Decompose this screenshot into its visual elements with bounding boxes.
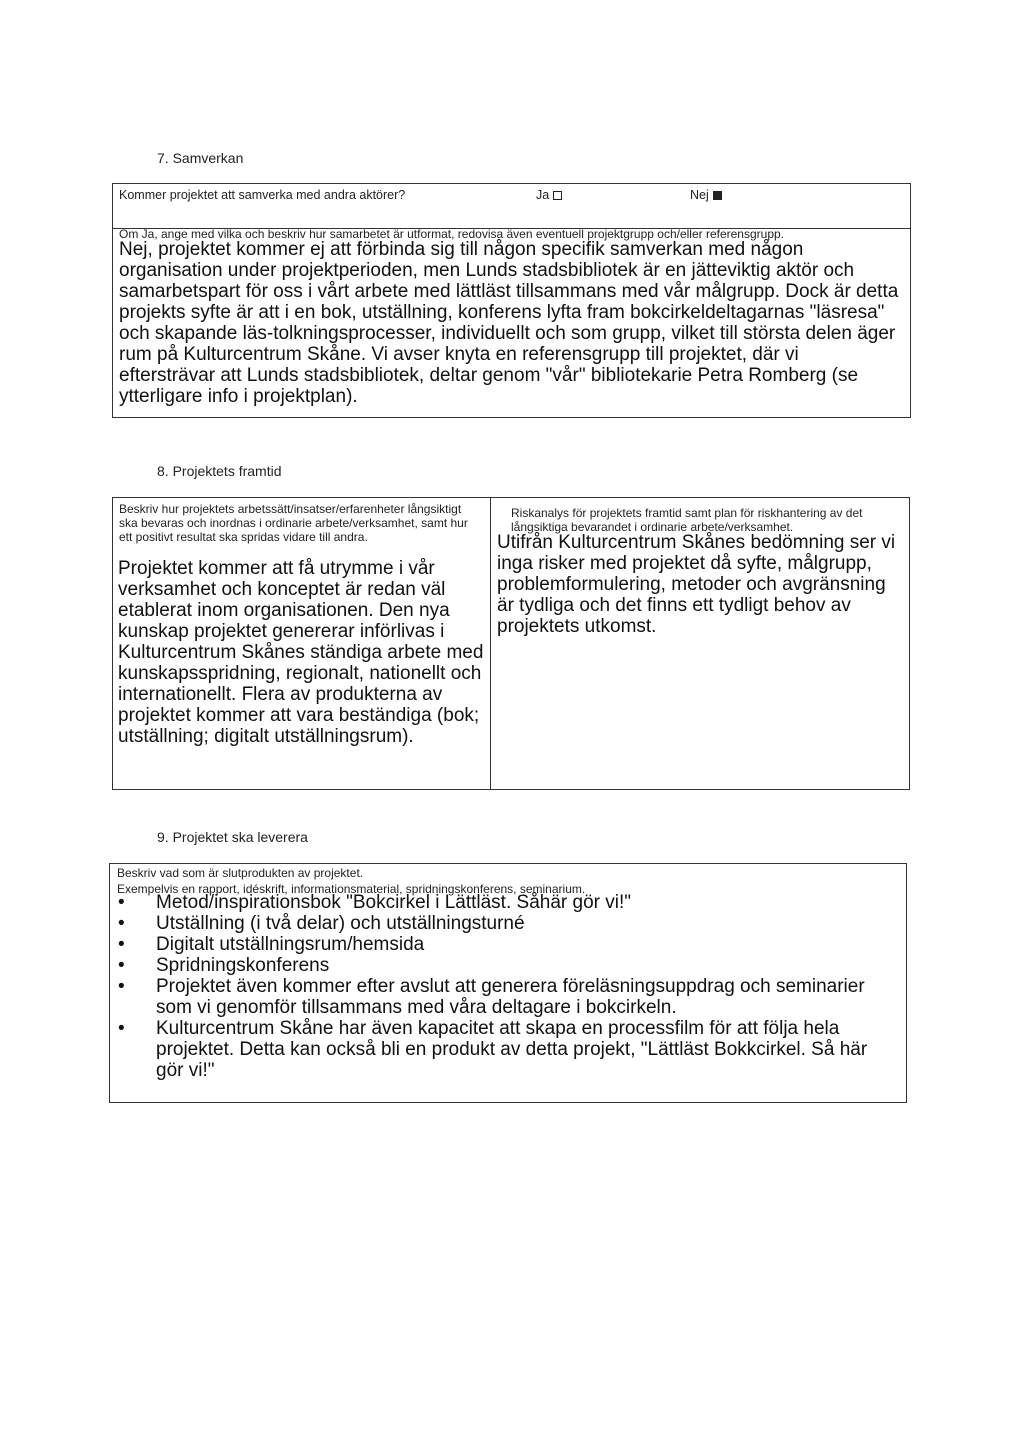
section-7-answer: Nej, projektet kommer ej att förbinda sig till någon specifik samverkan med någon organisation under projektperioden, men Lunds stadsbibliotek är en jätteviktig aktör och samarbetspart för oss i vårt arbete med lättläst tillsammans med vår målgrupp. Dock är detta projekts syfte är att i en bok, utställning, konferens lyfta fram bokcirkeldeltagarnas "läsresa" och skapande läs-tolkningsprocesser, individuellt och som grupp, vilket till största delen äger rum på Kulturcentrum Skåne. Vi avser knyta en referensgrupp till projektet, där vi eftersträvar att Lunds stadsbibliotek, deltar genom "vår" bibliotekarie Petra Romberg (se ytterligare info i projektplan). xyxy=(119,239,899,407)
nej-option[interactable] xyxy=(690,188,722,202)
section-9-box xyxy=(109,863,907,1103)
section-8-right-instruction: Riskanalys för projektets framtid samt plan för riskhantering av det långsiktiga bevarandet i ordinarie arbete/verksamhet. xyxy=(511,506,863,534)
section-7-heading: 7. Samverkan xyxy=(157,150,244,166)
section-9-instruction-2: Exempelvis en rapport, idéskrift, informationsmaterial, spridningskonferens, seminarium. xyxy=(117,882,586,896)
list-item: • Digitalt utställningsrum/hemsida xyxy=(110,934,895,955)
section-9-heading: 9. Projektet ska leverera xyxy=(157,829,308,845)
section-8-left-instruction: Beskriv hur projektets arbetssätt/insatser/erfarenheter långsiktigt ska bevaras och inordnas i ordinarie arbete/verksamhet, samt hur ett positivt resultat ska spridas vidare till andra. xyxy=(119,502,468,544)
list-item: • Kulturcentrum Skåne har även kapacitet att skapa en processfilm för att följa hela projektet. Detta kan också bli en produkt av detta projekt, "Lättläst Bokkcirkel. Så här gör vi!" xyxy=(110,1018,895,1081)
list-item: • Projektet även kommer efter avslut att generera föreläsningsuppdrag och seminarier som vi genomför tillsammans med våra deltagare i bokcirkeln. xyxy=(110,976,895,1018)
ja-option[interactable] xyxy=(536,188,562,202)
section-7-instruction: Om Ja, ange med vilka och beskriv hur samarbetet är utformat, redovisa även eventuell projektgrupp och/eller referensgrupp. xyxy=(119,227,785,241)
nej-checkbox[interactable] xyxy=(713,191,722,200)
section-7-question: Kommer projektet att samverka med andra aktörer? xyxy=(119,188,406,202)
list-item: • Utställning (i två delar) och utställningsturné xyxy=(110,913,895,934)
section-8-table xyxy=(112,497,910,790)
section-7-question-row xyxy=(112,183,911,229)
ja-checkbox[interactable] xyxy=(553,191,562,200)
section-8-right-cell xyxy=(491,498,911,789)
list-item: • Metod/inspirationsbok "Bokcirkel i Lättläst. Såhär gör vi!" xyxy=(110,892,895,913)
section-9-instruction-1: Beskriv vad som är slutprodukten av projektet. xyxy=(117,866,364,880)
section-8-heading: 8. Projektets framtid xyxy=(157,463,282,479)
section-8-left-cell xyxy=(113,498,491,789)
list-item: • Spridningskonferens xyxy=(110,955,895,976)
deliverables-list xyxy=(110,892,895,1081)
section-8-right-answer: Utifrån Kulturcentrum Skånes bedömning ser vi inga risker med projektet då syfte, målgrupp, problemformulering, metoder och avgränsning är tydliga och det finns ett tydligt behov av projektets utkomst. xyxy=(497,532,896,637)
section-7-answer-box xyxy=(112,228,911,418)
section-8-left-answer: Projektet kommer att få utrymme i vår verksamhet och konceptet är redan väl etablerat inom organisationen. Den nya kunskap projektet genererar införlivas i Kulturcentrum Skånes ständiga arbete med kunskapsspridning, regionalt, nationellt och internationellt. Flera av produkterna av projektet kommer att vara beständiga (bok; utställning; digitalt utställningsrum). xyxy=(118,558,484,747)
nej-label: Nej xyxy=(690,188,709,202)
ja-label: Ja xyxy=(536,188,550,202)
